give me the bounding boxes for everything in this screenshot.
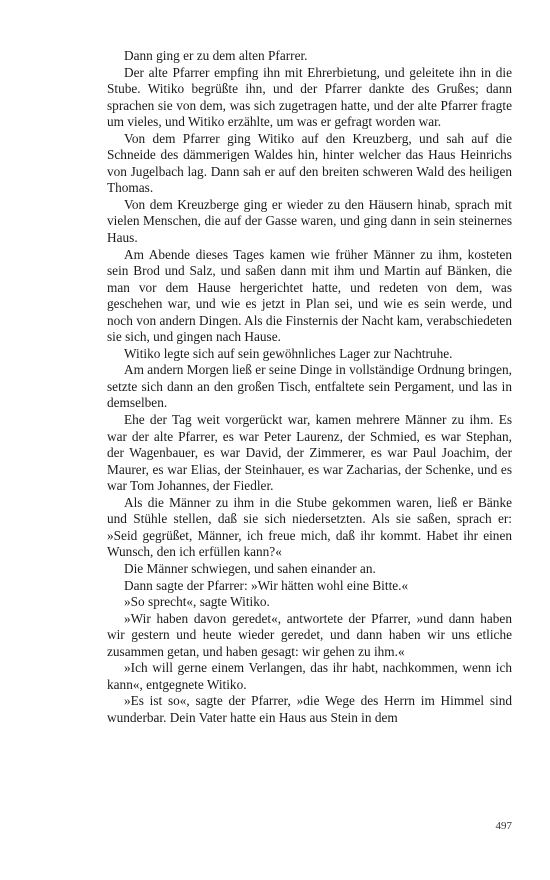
paragraph: »Ich will gerne einem Verlangen, das ihr habt, nachkommen, wenn ich kann«, entgegnete Witiko. xyxy=(107,660,512,692)
paragraph: Der alte Pfarrer empfing ihn mit Ehrerbietung, und geleitete ihn in die Stube. Witiko begrüßte ihn, und der Pfarrer dankte des Grußes; dann sprachen sie von dem, was sich zugetragen hatte, und der alte Pfarrer fragte um vieles, und Witiko erzählte, um was er gefragt worden war. xyxy=(107,64,512,130)
paragraph: Dann ging er zu dem alten Pfarrer. xyxy=(124,48,308,63)
body-text xyxy=(107,48,512,726)
paragraph: Am andern Morgen ließ er seine Dinge in vollständige Ordnung bringen, setzte sich dann an den großen Tisch, entfaltete sein Pergament, und las in demselben. xyxy=(107,362,512,411)
paragraph: »Es ist so«, sagte der Pfarrer, »die Wege des Herrn im Himmel sind wunderbar. Dein Vater hatte ein Haus aus Stein in dem xyxy=(107,693,512,725)
paragraph: Dann sagte der Pfarrer: »Wir hätten wohl eine Bitte.« xyxy=(124,577,409,593)
paragraph: »So sprecht«, sagte Witiko. xyxy=(124,594,270,610)
paragraph: Von dem Pfarrer ging Witiko auf den Kreuzberg, und sah auf die Schneide des dämmerigen Waldes hin, hinter welcher das Haus Heinrichs von Jugelbach lag. Dann sah er auf den breiten schweren Wald des heiligen Thomas. xyxy=(107,130,512,196)
paragraph: »Wir haben davon geredet«, antwortete der Pfarrer, »und dann haben wir gestern und heute wieder geredet, und dann haben wir uns etliche zusammen getan, und haben gesagt: wir gehen zu ihm.« xyxy=(107,610,512,659)
paragraph: Witiko legte sich auf sein gewöhnliches Lager zur Nachtruhe. xyxy=(124,345,453,361)
paragraph: Ehe der Tag weit vorgerückt war, kamen mehrere Männer zu ihm. Es war der alte Pfarrer, es war Peter Laurenz, der Schmied, es war Stephan, der Wagenbauer, es war David, der Zimmerer, es war Paul Joachim, der Maurer, es war Elias, der Steinhauer, es war Zacharias, der Schenke, und es war Tom Johannes, der Fiedler. xyxy=(107,412,512,494)
paragraph: Als die Männer zu ihm in die Stube gekommen waren, ließ er Bänke und Stühle stellen, daß sie sich niedersetzten. Als sie saßen, sprach er: »Seid gegrüßet, Männer, ich freue mich, daß ihr kommt. Habet ihr einen Wunsch, den ich erfüllen kann?« xyxy=(107,494,512,560)
page-number: 497 xyxy=(495,820,512,832)
paragraph: Am Abende dieses Tages kamen wie früher Männer zu ihm, kosteten sein Brod und Salz, und saßen dann mit ihm und Martin auf Bänken, die man vor dem Hause hergerichtet hatte, und redeten von dem, was geschehen war, und wie es jetzt in Plan sei, und wie es sein werde, und noch von andern Dingen. Als die Finsternis der Nacht kam, verabschiedeten sie sich, und gingen nach Hause. xyxy=(107,246,512,345)
paragraph: Von dem Kreuzberge ging er wieder zu den Häusern hinab, sprach mit vielen Menschen, die auf der Gasse waren, und ging dann in sein steinernes Haus. xyxy=(107,196,512,246)
paragraph: Die Männer schwiegen, und sahen einander an. xyxy=(124,560,376,576)
